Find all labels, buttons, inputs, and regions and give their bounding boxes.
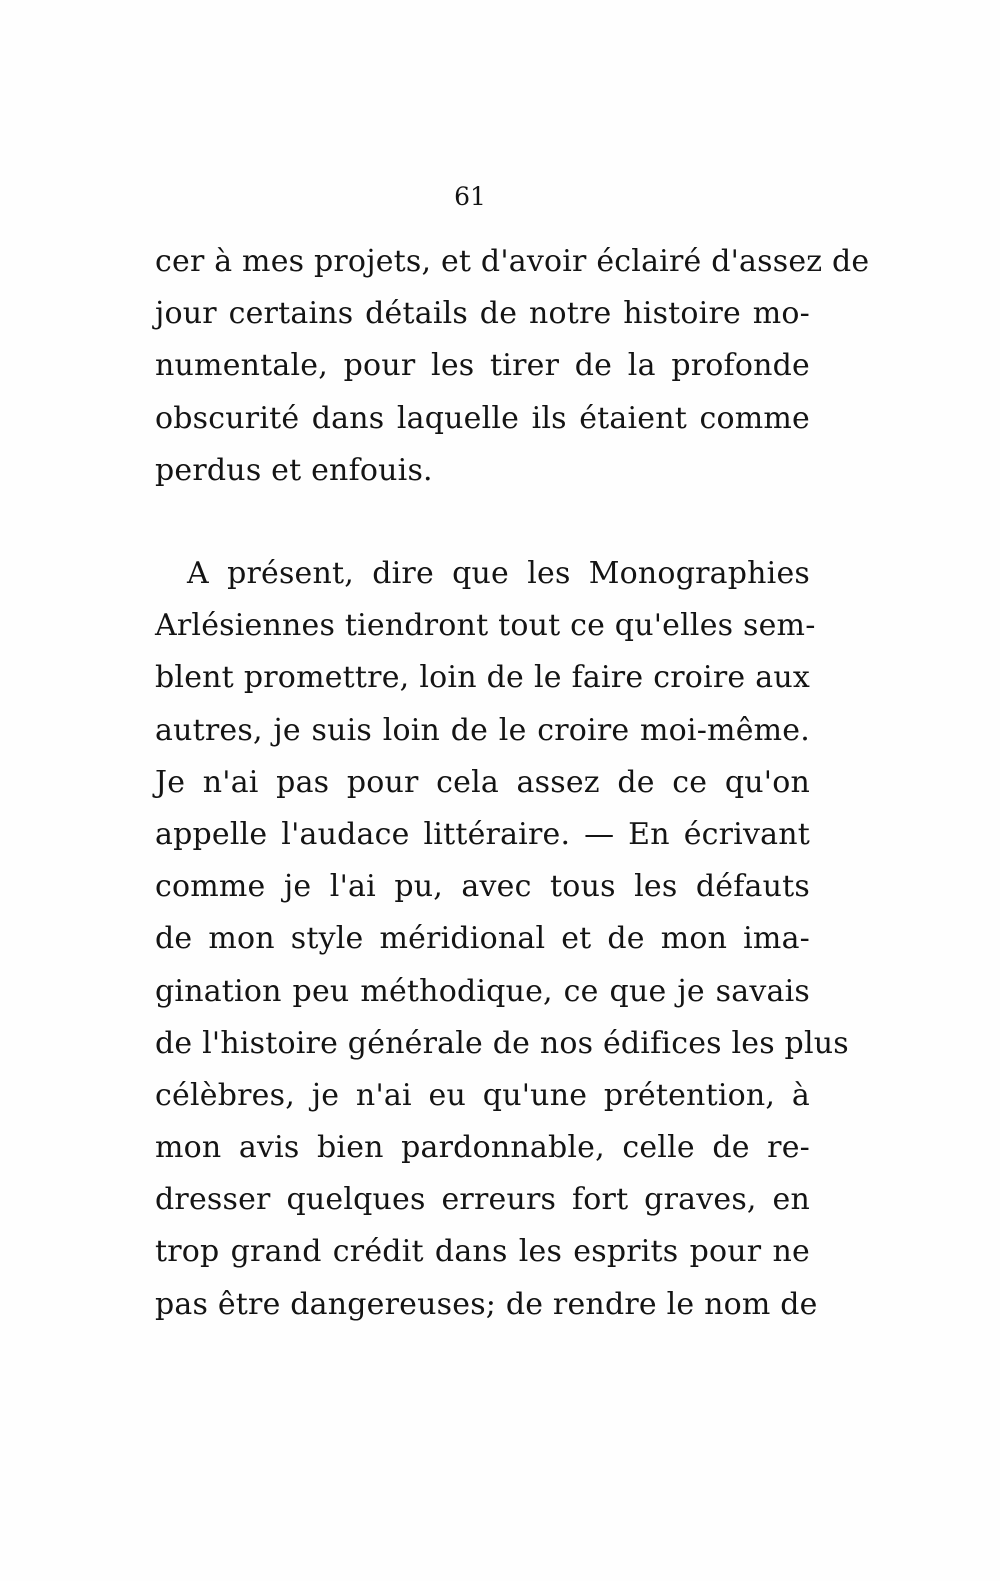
text-line: obscurité dans laquelle ils étaient comme bbox=[155, 400, 810, 436]
text-line: A présent, dire que les Monographies bbox=[187, 556, 810, 591]
text-line: numentale, pour les tirer de la profonde bbox=[155, 348, 810, 384]
text-line: dresser quelques erreurs fort graves, en bbox=[155, 1182, 810, 1218]
text-line: appelle l'audace littéraire. — En écrivant bbox=[155, 816, 810, 852]
paragraph-2 bbox=[155, 548, 849, 1331]
text-line: Arlésiennes tiendront tout ce qu'elles sem- bbox=[155, 608, 816, 644]
text-line: de mon style méridional et de mon ima- bbox=[155, 921, 810, 957]
text-line: gination peu méthodique, ce que je savais bbox=[155, 973, 810, 1009]
text-line: autres, je suis loin de le croire moi-même. bbox=[155, 712, 810, 748]
text-line: comme je l'ai pu, avec tous les défauts bbox=[155, 869, 810, 905]
text-line: cer à mes projets, et d'avoir éclairé d'assez de bbox=[155, 244, 870, 279]
text-line: célèbres, je n'ai eu qu'une prétention, à bbox=[155, 1077, 810, 1113]
text-line: Je n'ai pas pour cela assez de ce qu'on bbox=[155, 764, 810, 800]
text-line: perdus et enfouis. bbox=[155, 452, 433, 488]
text-line: jour certains détails de notre histoire mo- bbox=[155, 296, 810, 332]
page-number: 61 bbox=[454, 182, 486, 211]
paragraph-1 bbox=[155, 236, 870, 497]
text-line: pas être dangereuses; de rendre le nom de bbox=[155, 1286, 818, 1322]
text-line: trop grand crédit dans les esprits pour ne bbox=[155, 1234, 810, 1270]
text-line: mon avis bien pardonnable, celle de re- bbox=[155, 1130, 810, 1166]
text-line: de l'histoire générale de nos édifices les plus bbox=[155, 1025, 849, 1061]
text-line: blent promettre, loin de le faire croire aux bbox=[155, 660, 810, 696]
